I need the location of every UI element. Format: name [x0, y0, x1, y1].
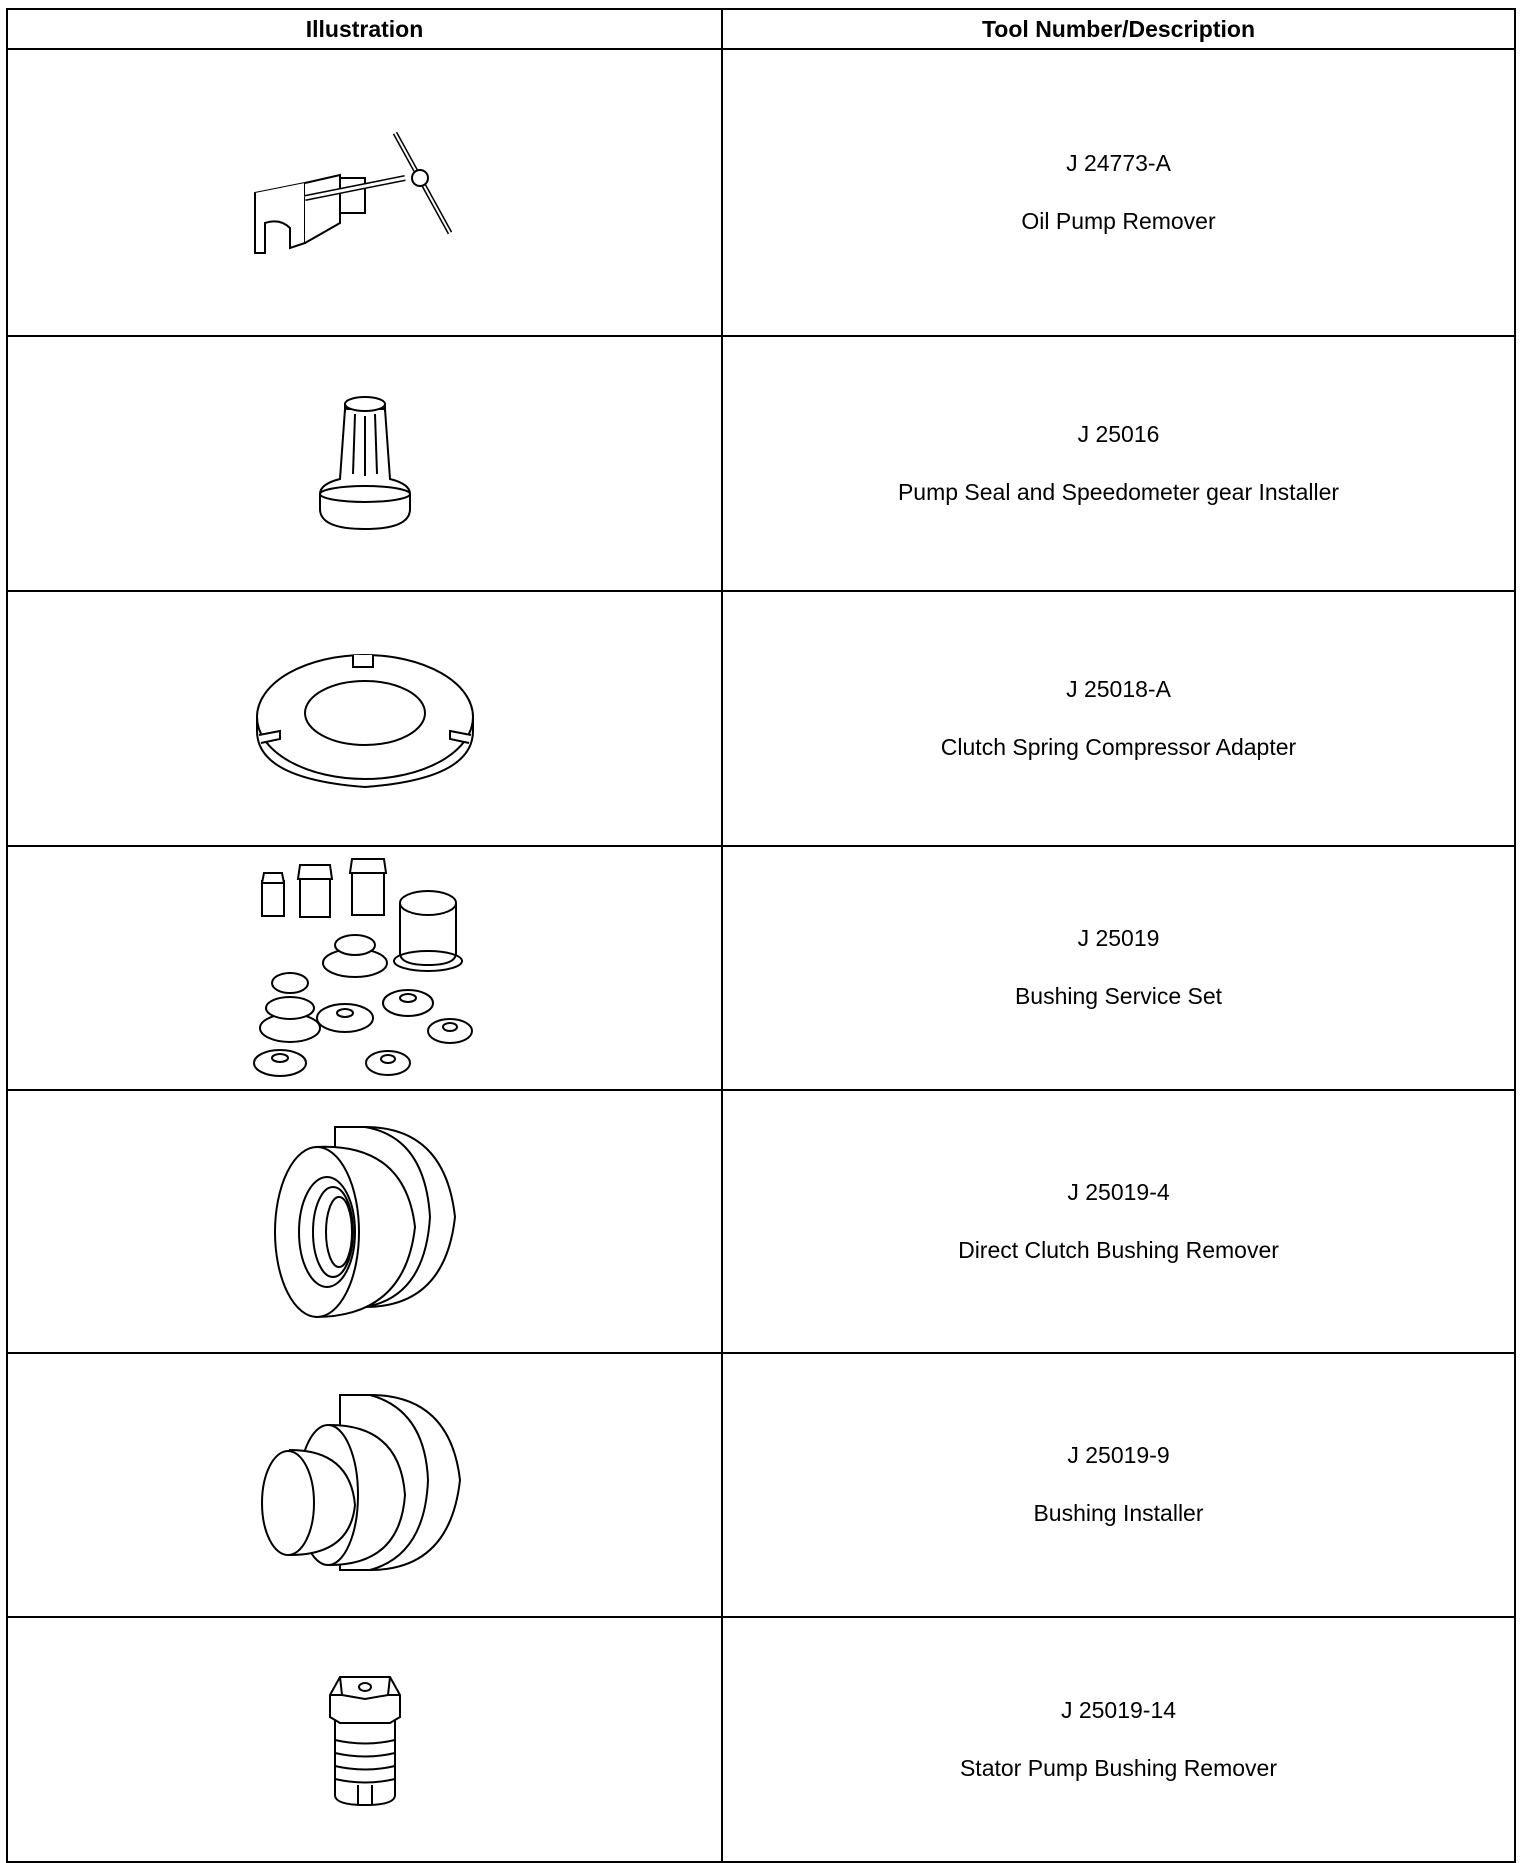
table-row	[7, 336, 1515, 591]
illustration-cell	[7, 49, 722, 336]
tool-name: Clutch Spring Compressor Adapter	[940, 733, 1297, 760]
table-row	[7, 591, 1515, 846]
seal-installer-icon	[305, 384, 425, 544]
illustration-cell	[7, 591, 722, 846]
description-cell	[722, 336, 1515, 591]
header-row	[7, 9, 1515, 49]
table-row	[7, 1617, 1515, 1862]
tool-number: J 25019	[1077, 925, 1160, 952]
illustration-cell	[7, 1090, 722, 1353]
tool-number: J 25018-A	[1066, 675, 1171, 702]
compressor-adapter-icon	[235, 639, 495, 799]
description-cell	[722, 846, 1515, 1090]
description-cell	[722, 1353, 1515, 1617]
illustration-cell	[7, 846, 722, 1090]
bushing-installer-icon	[250, 1385, 480, 1585]
tool-name: Direct Clutch Bushing Remover	[958, 1236, 1279, 1263]
tool-number: J 24773-A	[1066, 149, 1171, 176]
tool-number: J 25019-4	[1067, 1178, 1170, 1205]
tool-number: J 25016	[1077, 420, 1160, 447]
table-row	[7, 1353, 1515, 1617]
tool-name: Stator Pump Bushing Remover	[959, 1754, 1278, 1781]
tool-name: Pump Seal and Speedometer gear Installer	[897, 478, 1340, 505]
table-row	[7, 49, 1515, 336]
tool-name: Bushing Service Set	[1014, 983, 1223, 1009]
bushing-remover-icon	[265, 1117, 465, 1327]
table-row	[7, 1090, 1515, 1353]
tool-name: Bushing Installer	[1033, 1500, 1204, 1526]
illustration-cell	[7, 336, 722, 591]
illustration-cell	[7, 1353, 722, 1617]
special-tools-table	[6, 8, 1516, 1863]
tool-name: Oil Pump Remover	[1021, 207, 1216, 234]
description-cell	[722, 49, 1515, 336]
bushing-set-icon	[250, 853, 480, 1083]
description-cell	[722, 1617, 1515, 1862]
description-cell	[722, 1090, 1515, 1353]
tool-number: J 25019-14	[1060, 1696, 1177, 1723]
illustration-cell	[7, 1617, 722, 1862]
header-illustration: Illustration	[7, 9, 722, 49]
oil-pump-remover-icon	[245, 123, 485, 263]
header-description: Tool Number/Description	[722, 9, 1515, 49]
description-cell	[722, 591, 1515, 846]
stator-bushing-remover-icon	[320, 1665, 410, 1815]
tool-number: J 25019-9	[1067, 1442, 1170, 1469]
table-row	[7, 846, 1515, 1090]
